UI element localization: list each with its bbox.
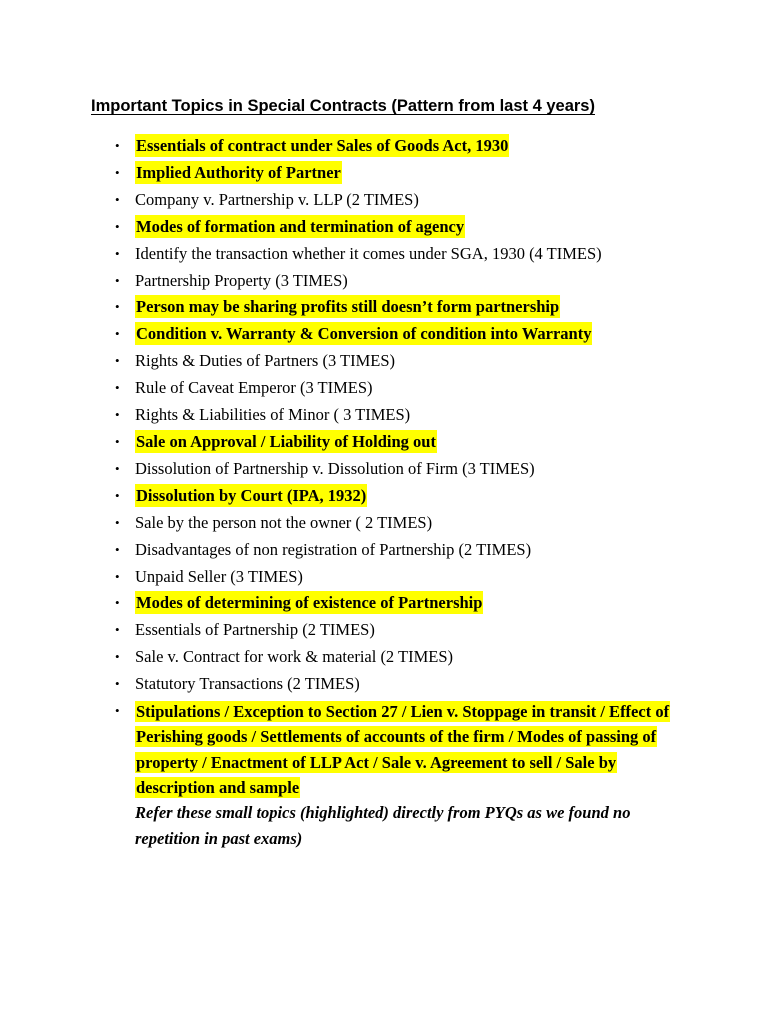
- topic-text: Partnership Property (3 TIMES): [135, 270, 348, 290]
- list-item: [115, 133, 675, 160]
- list-item: [115, 402, 675, 429]
- bullet-icon: •: [115, 649, 120, 665]
- topic-note: Refer these small topics (highlighted) directly from PYQs as we found no repetition in past exams): [135, 803, 631, 848]
- topic-list: [115, 133, 675, 851]
- bullet-icon: •: [115, 191, 120, 207]
- topic-text: Modes of determining of existence of Partnership: [136, 593, 483, 613]
- bullet-icon: •: [115, 487, 120, 503]
- list-item: [115, 294, 675, 321]
- topic-text: Sale on Approval / Liability of Holding out: [136, 431, 436, 451]
- topic-text: Rights & Liabilities of Minor ( 3 TIMES): [135, 405, 411, 425]
- topic-text: Modes of formation and termination of agency: [136, 216, 465, 236]
- topic-text: Identify the transaction whether it comes under SGA, 1930 (4 TIMES): [135, 243, 602, 263]
- bullet-icon: •: [115, 353, 120, 369]
- list-item: [115, 537, 675, 564]
- list-item: [115, 671, 675, 698]
- list-item: [115, 644, 675, 671]
- bullet-icon: •: [115, 218, 120, 234]
- topic-text: Condition v. Warranty & Conversion of condition into Warranty: [136, 324, 592, 344]
- bullet-icon: •: [115, 595, 120, 611]
- list-item: [115, 456, 675, 483]
- topic-text: Company v. Partnership v. LLP (2 TIMES): [135, 189, 419, 209]
- document-title: Important Topics in Special Contracts (Pattern from last 4 years): [91, 97, 595, 115]
- topic-text: Unpaid Seller (3 TIMES): [135, 566, 303, 586]
- bullet-icon: •: [115, 514, 120, 530]
- topic-text: Disadvantages of non registration of Partnership (2 TIMES): [135, 539, 532, 559]
- bullet-icon: •: [115, 622, 120, 638]
- bullet-icon: •: [115, 299, 120, 315]
- topic-text: Rule of Caveat Emperor (3 TIMES): [135, 378, 373, 398]
- topic-text: Sale v. Contract for work & material (2 TIMES): [135, 647, 454, 667]
- topic-text: Stipulations / Exception to Section 27 / Lien v. Stoppage in transit / Effect of Perishing goods / Settlements of accounts of the firm / Modes of passing of property / Enactment of LLP Act / Sale v. Agreement to sell / Sale by description and sample: [136, 702, 670, 797]
- bullet-icon: •: [115, 138, 120, 153]
- list-item: [115, 348, 675, 375]
- list-item: [115, 241, 675, 268]
- bullet-icon: •: [115, 541, 120, 557]
- list-item: [115, 160, 675, 187]
- list-item: [115, 590, 675, 617]
- bullet-icon: •: [115, 380, 120, 396]
- list-item: [115, 510, 675, 537]
- bullet-icon: •: [115, 703, 120, 719]
- bullet-icon: •: [115, 407, 120, 423]
- topic-text: Implied Authority of Partner: [136, 162, 341, 182]
- list-item: [115, 429, 675, 456]
- bullet-icon: •: [115, 326, 120, 342]
- bullet-icon: •: [115, 460, 120, 476]
- topic-text: Dissolution by Court (IPA, 1932): [136, 485, 367, 505]
- bullet-icon: •: [115, 676, 120, 692]
- bullet-icon: •: [115, 433, 120, 449]
- topic-text: Sale by the person not the owner ( 2 TIMES): [135, 512, 433, 532]
- topic-text: Dissolution of Partnership v. Dissolution of Firm (3 TIMES): [135, 458, 535, 478]
- list-item: [115, 375, 675, 402]
- list-item: [115, 187, 675, 214]
- list-item: [115, 564, 675, 591]
- topic-text: Person may be sharing profits still doesn’t form partnership: [136, 297, 560, 317]
- list-item: [115, 321, 675, 348]
- topic-text: Essentials of contract under Sales of Goods Act, 1930: [136, 136, 509, 155]
- list-item: [115, 268, 675, 295]
- topic-text: Rights & Duties of Partners (3 TIMES): [135, 351, 396, 371]
- topic-text: Statutory Transactions (2 TIMES): [135, 674, 360, 694]
- bullet-icon: •: [115, 568, 120, 584]
- list-item: [115, 617, 675, 644]
- topic-text: Essentials of Partnership (2 TIMES): [135, 620, 375, 640]
- list-item-last: [115, 698, 675, 851]
- list-item: [115, 483, 675, 510]
- bullet-icon: •: [115, 245, 120, 261]
- bullet-icon: •: [115, 164, 120, 180]
- list-item: [115, 214, 675, 241]
- bullet-icon: •: [115, 272, 120, 288]
